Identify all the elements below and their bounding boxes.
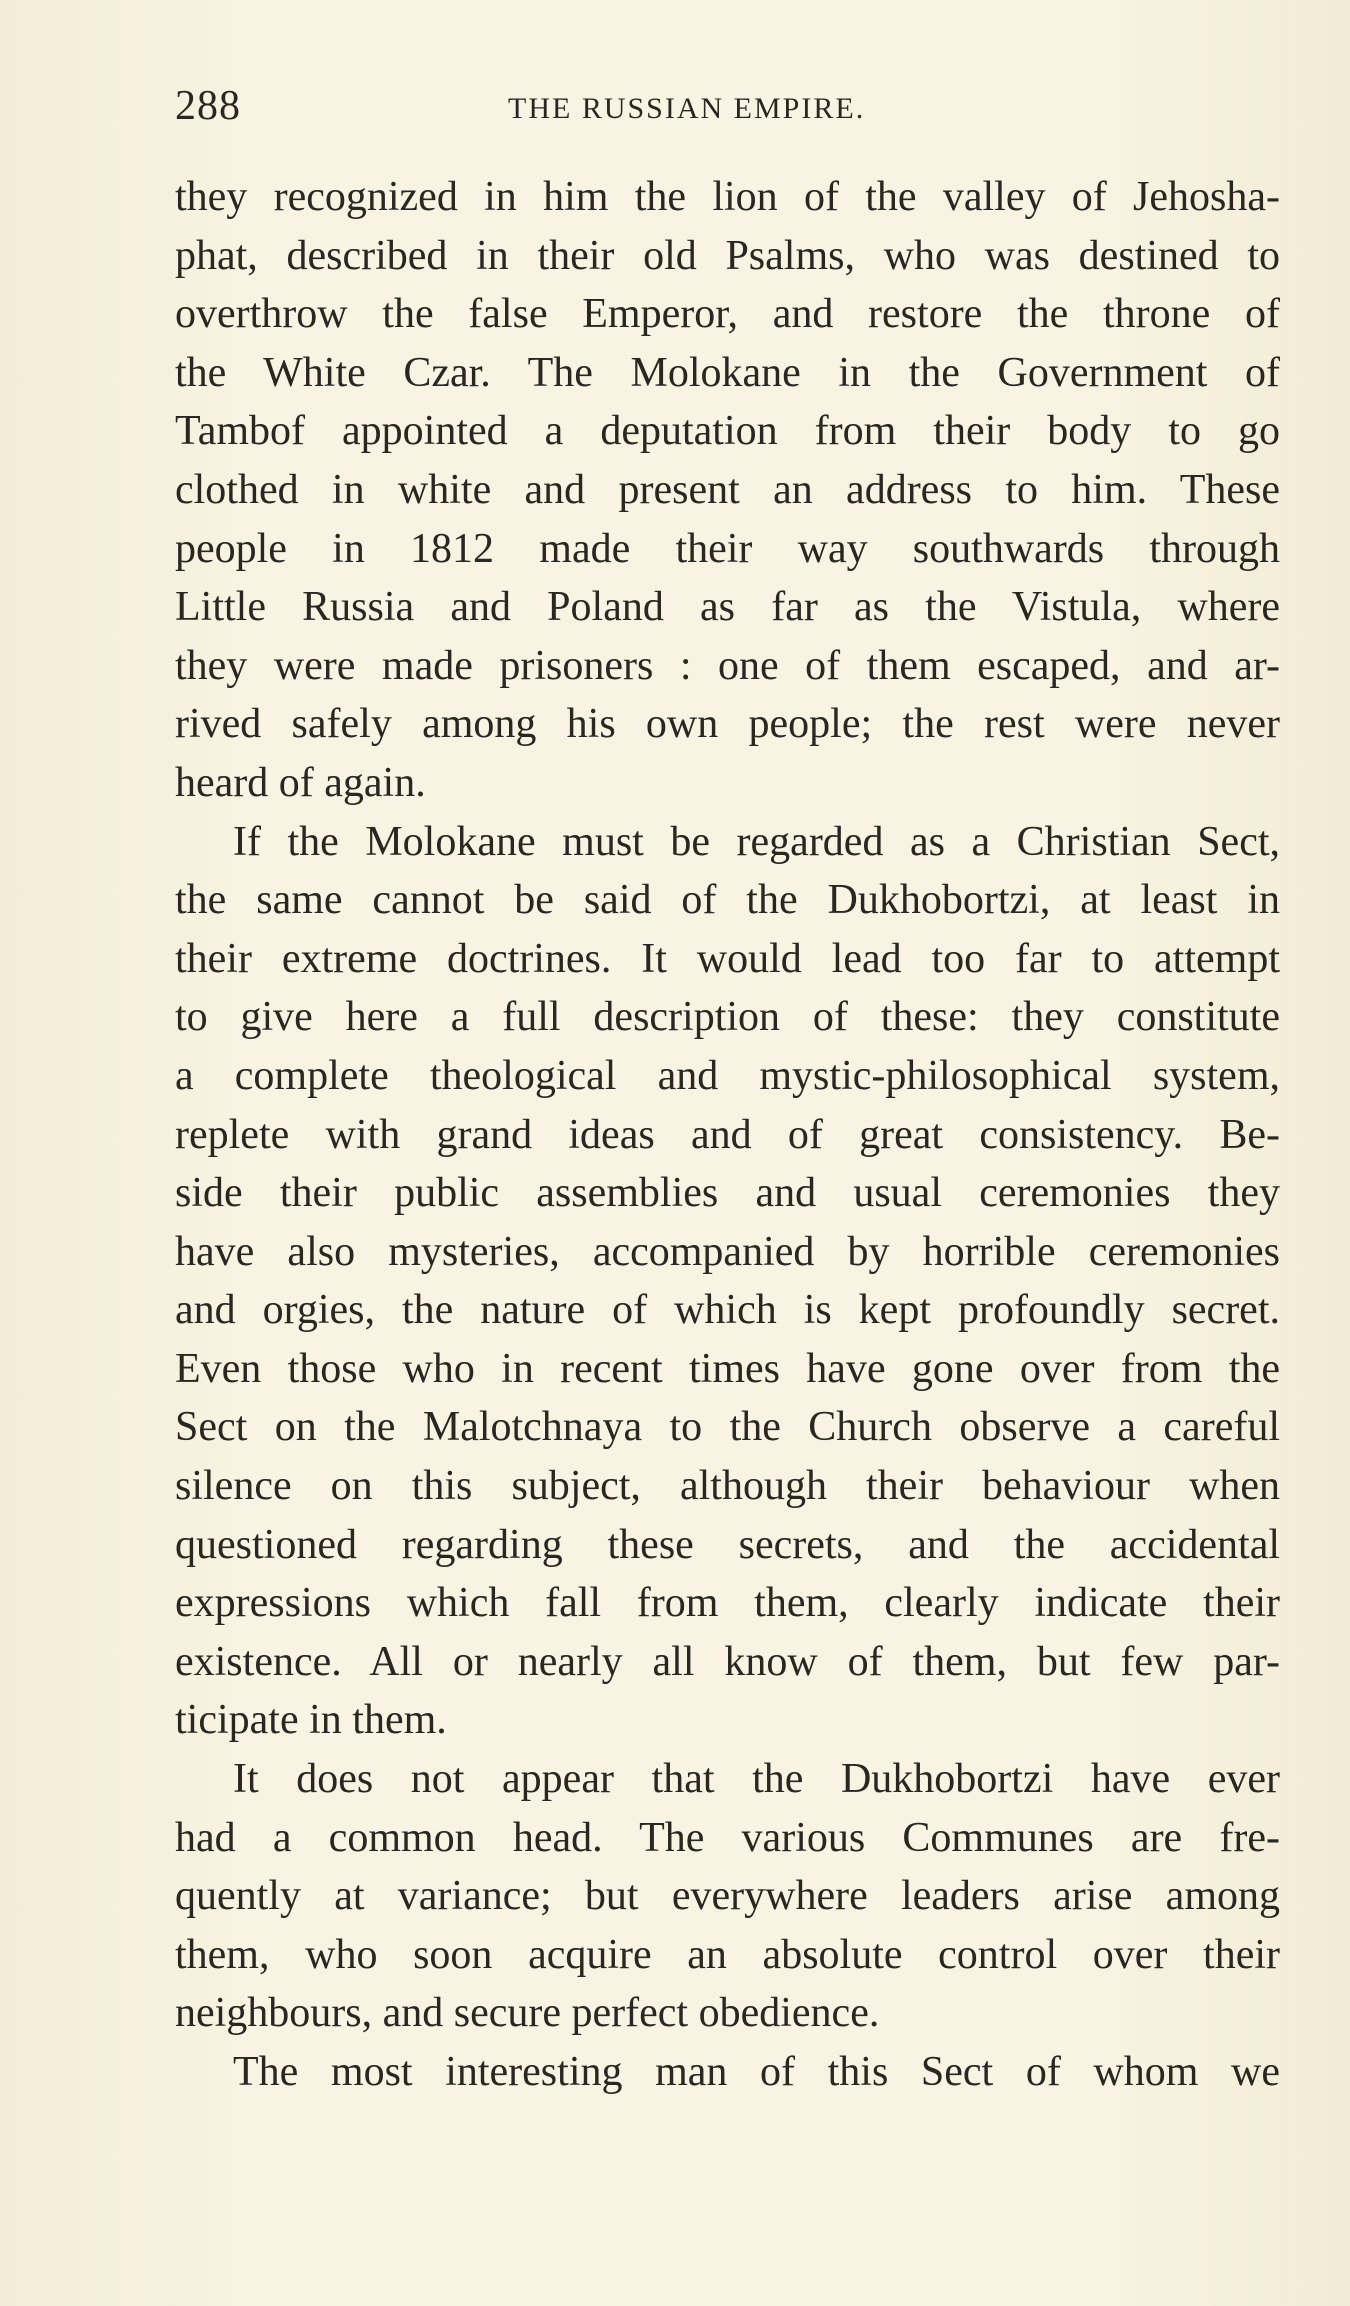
- text-line: quently at variance; but everywhere leaders arise among: [175, 1873, 1280, 1920]
- body-text: [175, 168, 1280, 2102]
- text-line: have also mysteries, accompanied by horrible ceremonies: [175, 1228, 1280, 1275]
- text-line: side their public assemblies and usual ceremonies they: [175, 1170, 1280, 1217]
- text-line: and orgies, the nature of which is kept profoundly secret.: [175, 1287, 1280, 1334]
- text-line: the White Czar. The Molokane in the Government of: [175, 349, 1280, 396]
- paragraph-start-line: If the Molokane must be regarded as a Christian Sect,: [233, 818, 1280, 865]
- text-line: existence. All or nearly all know of them, but few par-: [175, 1638, 1280, 1685]
- text-line: silence on this subject, although their behaviour when: [175, 1463, 1280, 1510]
- text-line: replete with grand ideas and of great consistency. Be-: [175, 1111, 1280, 1158]
- text-line: Little Russia and Poland as far as the Vistula, where: [175, 584, 1280, 631]
- text-line: questioned regarding these secrets, and the accidental: [175, 1521, 1280, 1568]
- paragraph-start-line: The most interesting man of this Sect of whom we: [233, 2049, 1280, 2095]
- text-line: ticipate in them.: [175, 1697, 447, 1744]
- page-number: 288: [175, 83, 241, 129]
- text-line: overthrow the false Emperor, and restore the throne of: [175, 291, 1280, 338]
- text-line: them, who soon acquire an absolute control over their: [175, 1931, 1280, 1978]
- running-head: [175, 82, 1285, 132]
- text-line: they recognized in him the lion of the valley of Jehosha-: [175, 174, 1280, 220]
- text-line: to give here a full description of these: they constitute: [175, 994, 1280, 1041]
- text-line: their extreme doctrines. It would lead too far to attempt: [175, 935, 1280, 982]
- text-line: a complete theological and mystic-philosophical system,: [175, 1052, 1280, 1099]
- text-line: Even those who in recent times have gone over from the: [175, 1345, 1280, 1392]
- paragraph-start-line: It does not appear that the Dukhobortzi have ever: [233, 1756, 1280, 1803]
- running-title: THE RUSSIAN EMPIRE.: [508, 92, 866, 125]
- text-line: clothed in white and present an address to him. These: [175, 466, 1280, 513]
- text-line: they were made prisoners : one of them escaped, and ar-: [175, 642, 1280, 689]
- text-line: Sect on the Malotchnaya to the Church observe a careful: [175, 1404, 1280, 1451]
- text-line: expressions which fall from them, clearly indicate their: [175, 1580, 1280, 1627]
- text-line: had a common head. The various Communes are fre-: [175, 1814, 1280, 1861]
- text-line: Tambof appointed a deputation from their body to go: [175, 408, 1280, 455]
- text-line: people in 1812 made their way southwards through: [175, 525, 1280, 572]
- text-line: rived safely among his own people; the rest were never: [175, 701, 1280, 748]
- text-line: heard of again.: [175, 759, 426, 806]
- text-line: neighbours, and secure perfect obedience.: [175, 1990, 880, 2037]
- text-line: phat, described in their old Psalms, who was destined to: [175, 232, 1280, 279]
- text-line: the same cannot be said of the Dukhobortzi, at least in: [175, 877, 1280, 924]
